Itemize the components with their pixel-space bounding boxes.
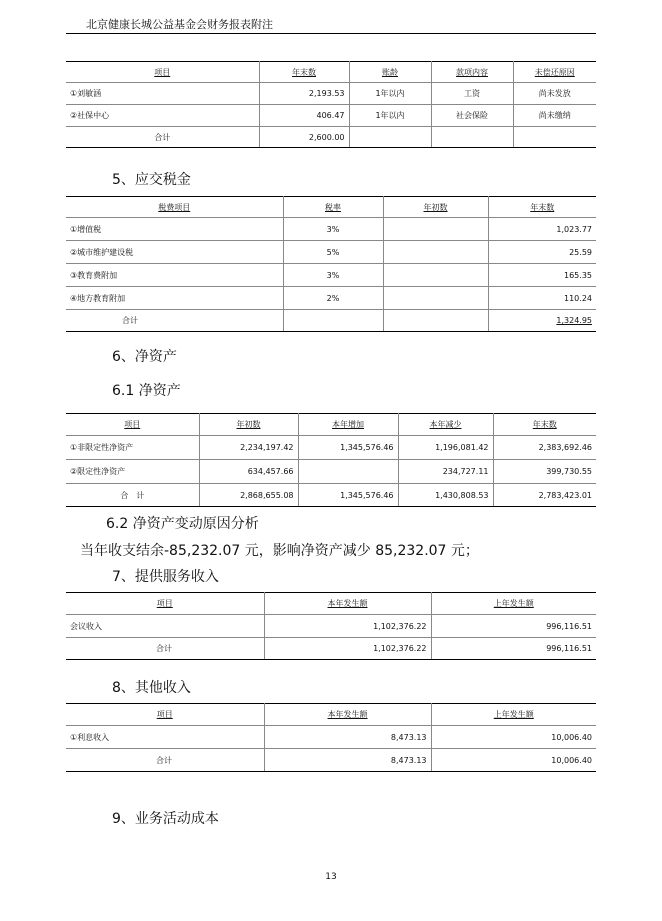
- table-cell: 2,383,692.46: [493, 436, 596, 460]
- table-row: [66, 436, 596, 460]
- column-header: 年初数: [423, 202, 448, 212]
- other-income-table: [66, 703, 596, 772]
- table-cell: 1,430,808.53: [398, 484, 493, 507]
- column-header: 本年减少: [429, 420, 462, 429]
- table-header-row: [66, 197, 596, 218]
- table-total-row: [66, 310, 596, 332]
- page-number: 13: [325, 872, 337, 882]
- table-cell: [383, 264, 488, 287]
- table-cell: 8,473.13: [264, 726, 431, 749]
- table-cell: 10,006.40: [431, 749, 596, 772]
- column-header: 上年发生额: [493, 710, 534, 719]
- header-rule: [66, 33, 596, 34]
- table-cell: ①利息收入: [66, 726, 264, 749]
- table-header-row: [66, 62, 596, 83]
- service-income-table: [66, 592, 596, 660]
- column-header: 项目: [124, 420, 141, 429]
- tax-table: [66, 196, 596, 332]
- table-cell: [349, 127, 431, 148]
- table-row: [66, 615, 596, 638]
- column-header: 年末数: [532, 420, 557, 429]
- net-assets-table: [66, 413, 596, 507]
- table-row: [66, 241, 596, 264]
- column-header: 项目: [156, 710, 173, 719]
- subsection-heading: 6.1 净资产: [112, 383, 181, 399]
- table-cell: [283, 310, 383, 332]
- table-header-row: [66, 704, 596, 726]
- table-cell: 1,345,576.46: [298, 484, 398, 507]
- table-cell: 996,116.51: [431, 638, 596, 660]
- table-cell: [383, 241, 488, 264]
- table-total-row: [66, 638, 596, 660]
- column-header: 税率: [325, 202, 341, 212]
- column-header: 项目: [154, 67, 171, 77]
- table-cell: [431, 127, 513, 148]
- column-header: 项目: [156, 599, 173, 608]
- table-cell: 合计: [66, 638, 264, 660]
- table-cell: ③教育费附加: [66, 264, 283, 287]
- table-cell: 1,102,376.22: [264, 638, 431, 660]
- table-cell: 10,006.40: [431, 726, 596, 749]
- table-total-row: [66, 127, 596, 148]
- table-row: [66, 460, 596, 484]
- table-cell: 2,234,197.42: [199, 436, 298, 460]
- table-cell: 406.47: [259, 105, 349, 127]
- column-header: 本年发生额: [327, 710, 368, 719]
- table-row: [66, 218, 596, 241]
- column-header: 账龄: [382, 67, 398, 77]
- table-cell: 合 计: [66, 484, 199, 507]
- table-cell: ①增值税: [66, 218, 283, 241]
- table-cell: 2,600.00: [259, 127, 349, 148]
- table-cell: 2,193.53: [259, 83, 349, 105]
- table-cell: ①刘敏涵: [66, 83, 259, 105]
- table-header-row: [66, 593, 596, 615]
- table-cell: [513, 127, 596, 148]
- table-row: [66, 264, 596, 287]
- table-cell: 2,783,423.01: [493, 484, 596, 507]
- column-header: 本年发生额: [327, 599, 368, 608]
- analysis-paragraph: 当年收支结余-85,232.07 元，影响净资产减少 85,232.07 元；: [80, 543, 479, 559]
- table-cell: 1年以内: [349, 83, 431, 105]
- table-cell: ②限定性净资产: [66, 460, 199, 484]
- table-cell: 合计: [66, 310, 283, 332]
- column-header: 年初数: [236, 420, 261, 429]
- table-cell: ②社保中心: [66, 105, 259, 127]
- table-row: [66, 83, 596, 105]
- table-header-row: [66, 414, 596, 436]
- section-heading: 8、其他收入: [112, 680, 191, 696]
- table-cell: 25.59: [488, 241, 596, 264]
- table-total-row: [66, 749, 596, 772]
- table-cell: 1,345,576.46: [298, 436, 398, 460]
- table-cell-total: 1,324.95: [556, 316, 592, 325]
- table-cell: 234,727.11: [398, 460, 493, 484]
- section-heading: 9、业务活动成本: [112, 811, 219, 827]
- table-cell: 会议收入: [66, 615, 264, 638]
- table-row: [66, 726, 596, 749]
- table-cell: 3%: [283, 218, 383, 241]
- table-cell: 合计: [66, 127, 259, 148]
- table-cell: 社会保险: [431, 105, 513, 127]
- table-cell: 165.35: [488, 264, 596, 287]
- table-cell: 1,102,376.22: [264, 615, 431, 638]
- document-header: 北京健康长城公益基金会财务报表附注: [86, 18, 273, 31]
- table-cell: ②城市维护建设税: [66, 241, 283, 264]
- table-cell: 尚未发放: [513, 83, 596, 105]
- table-cell: 工资: [431, 83, 513, 105]
- column-header: 款项内容: [456, 67, 488, 77]
- table-cell: 2,868,655.08: [199, 484, 298, 507]
- payables-table: [66, 61, 596, 148]
- table-cell: 合计: [66, 749, 264, 772]
- table-cell: [383, 287, 488, 310]
- section-heading: 7、提供服务收入: [112, 569, 219, 585]
- table-row: [66, 105, 596, 127]
- table-cell: ①非限定性净资产: [66, 436, 199, 460]
- section-heading: 5、应交税金: [112, 172, 191, 188]
- table-cell: 1,196,081.42: [398, 436, 493, 460]
- column-header: 本年增加: [332, 420, 364, 429]
- table-cell: 996,116.51: [431, 615, 596, 638]
- table-cell: 2%: [283, 287, 383, 310]
- column-header: 税费项目: [158, 202, 191, 212]
- table-cell: 110.24: [488, 287, 596, 310]
- table-cell: 3%: [283, 264, 383, 287]
- subsection-heading: 6.2 净资产变动原因分析: [106, 516, 259, 532]
- table-row: [66, 287, 596, 310]
- table-cell: [298, 460, 398, 484]
- column-header: 年末数: [292, 67, 316, 77]
- table-cell: [383, 310, 488, 332]
- table-cell: 1,023.77: [488, 218, 596, 241]
- table-cell: 尚未缴纳: [513, 105, 596, 127]
- column-header: 上年发生额: [493, 599, 534, 608]
- table-total-row: [66, 484, 596, 507]
- table-cell: 8,473.13: [264, 749, 431, 772]
- table-cell: 399,730.55: [493, 460, 596, 484]
- column-header: 未偿还原因: [534, 67, 575, 77]
- table-cell: [383, 218, 488, 241]
- table-cell: 634,457.66: [199, 460, 298, 484]
- column-header: 年末数: [530, 202, 555, 212]
- table-cell: ④地方教育附加: [66, 287, 283, 310]
- section-heading: 6、净资产: [112, 349, 177, 365]
- table-cell: 1年以内: [349, 105, 431, 127]
- table-cell: 5%: [283, 241, 383, 264]
